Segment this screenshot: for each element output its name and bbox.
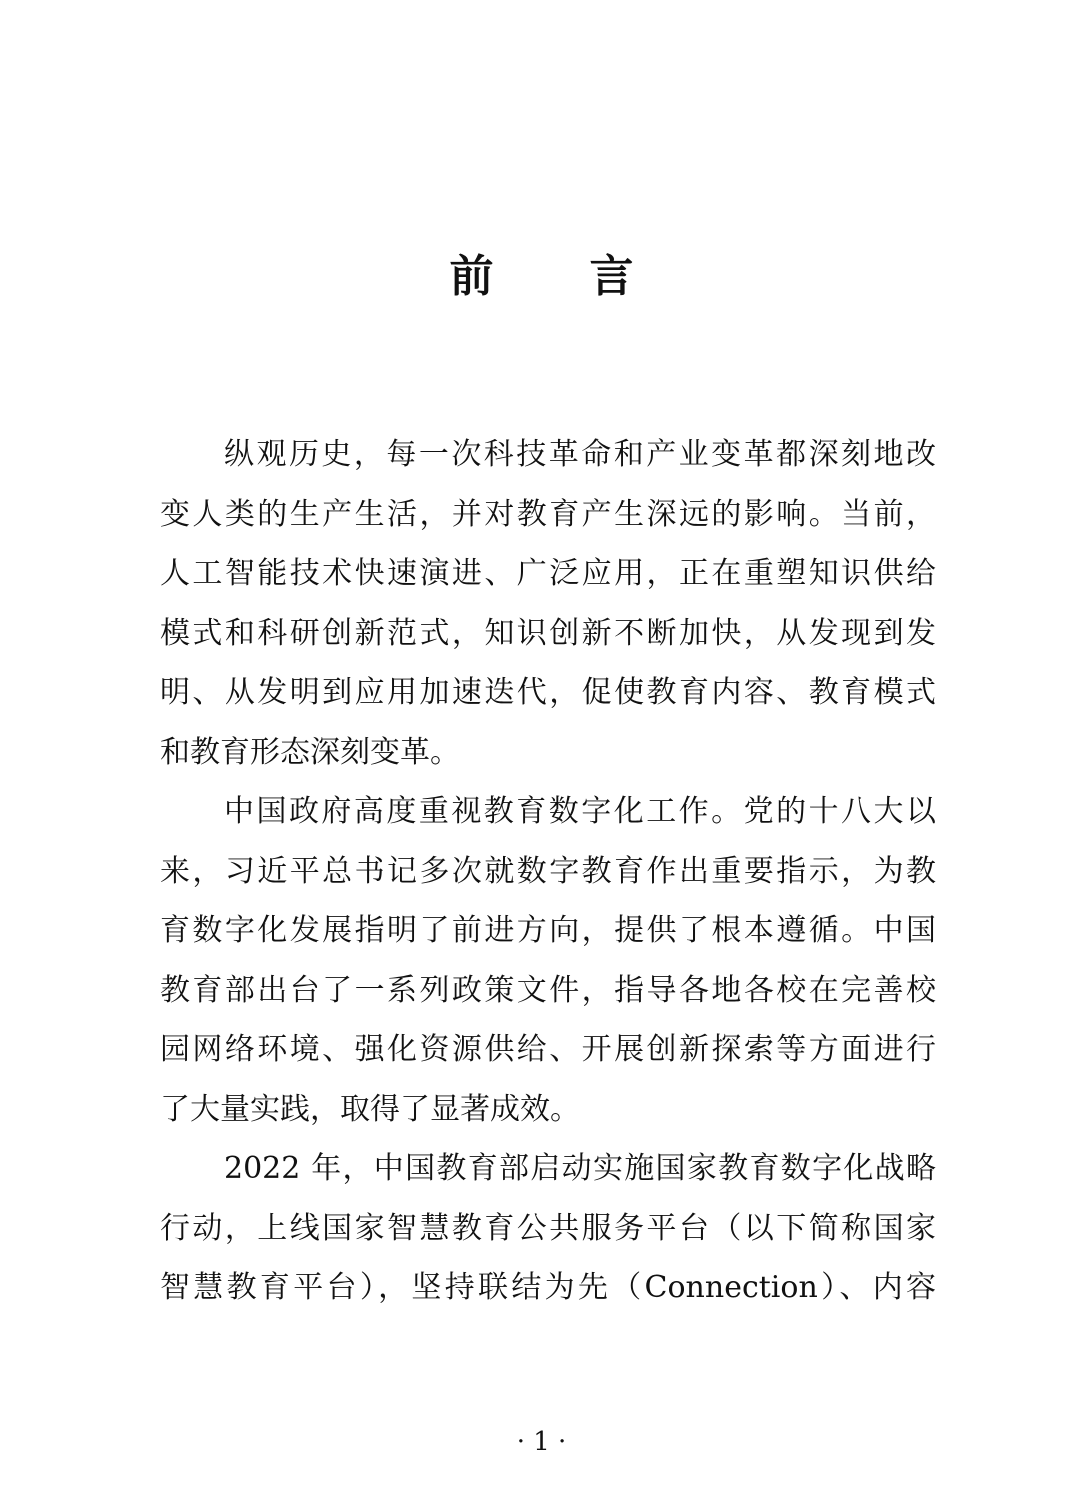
text-line: 中国政府高度重视教育数字化工作。党的十八大以 xyxy=(224,794,936,829)
title-char-2: 言 xyxy=(589,251,634,302)
text-line: 2022 年，中国教育部启动实施国家教育数字化战略 xyxy=(224,1151,936,1186)
page-number: · 1 · xyxy=(516,1427,567,1457)
body-text xyxy=(160,425,936,1318)
text-line: 行动，上线国家智慧教育公共服务平台（以下简称国家 xyxy=(160,1210,936,1246)
text-line: 教育部出台了一系列政策文件，指导各地各校在完善校 xyxy=(160,972,936,1008)
title-char-1: 前 xyxy=(449,251,494,302)
text-line: 了大量实践，取得了显著成效。 xyxy=(160,1091,580,1127)
text-line: 智慧教育平台），坚持联结为先（Connection）、内容 xyxy=(160,1270,936,1305)
text-line: 园网络环境、强化资源供给、开展创新探索等方面进行 xyxy=(160,1032,936,1067)
paragraph-3 xyxy=(160,1139,936,1318)
text-line: 纵观历史，每一次科技革命和产业变革都深刻地改 xyxy=(224,437,936,472)
text-line: 育数字化发展指明了前进方向，提供了根本遵循。中国 xyxy=(160,913,936,948)
text-line: 模式和科研创新范式，知识创新不断加快，从发现到发 xyxy=(160,615,936,651)
text-line: 人工智能技术快速演进、广泛应用，正在重塑知识供给 xyxy=(160,556,936,591)
paragraph-2 xyxy=(160,782,936,1139)
text-line: 来，习近平总书记多次就数字教育作出重要指示，为教 xyxy=(160,853,936,889)
paragraph-1 xyxy=(160,425,936,782)
text-line: 和教育形态深刻变革。 xyxy=(160,734,460,770)
page-title xyxy=(0,240,1083,304)
text-line: 变人类的生产生活，并对教育产生深远的影响。当前， xyxy=(160,496,936,532)
text-line: 明、从发明到应用加速迭代，促使教育内容、教育模式 xyxy=(160,675,936,710)
